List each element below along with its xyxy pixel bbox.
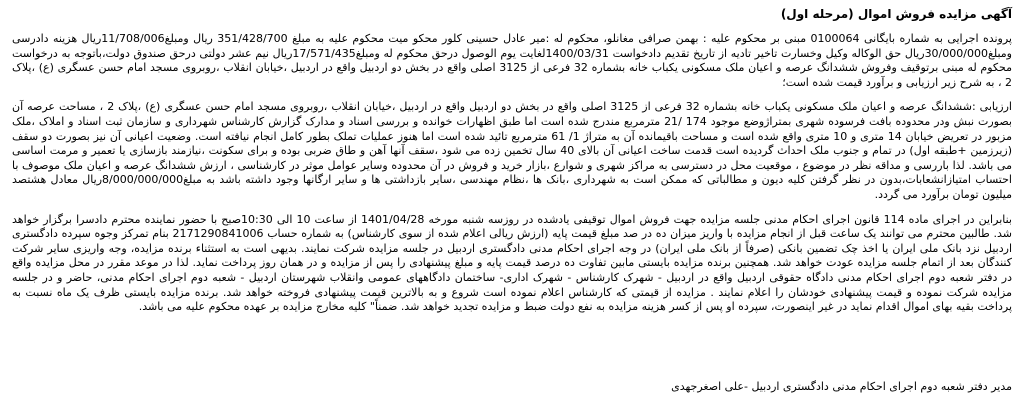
appraisal-paragraph: ارزیابی :ششدانگ عرصه و اعیان ملک مسکونی یکباب خانه بشماره 32 فرعی از 3125 اصلی واقع در بخش دو اردبیل واقع در اردبیل ،خیابان انقلاب ،روبروی مسجد امام حسن عسگری (ع) ،پلاک 2 ، مساحت عرصه آن بصورت نبش ودر محدوده بافت فرسوده شهری بمتراژوضع موجود 174 /21 مترمربع مندرج شده است اما طبق اظهارات خوانده و بررسی اسناد و مدارک گزارش کارشناس شهرداری و سازمان ثبت اسناد و املاک ،ملک مزبور در تعریض خیابان 14 متری و 10 متری واقع شده است و مساحت باقیمانده آن به متراژ 1/ 61 مترمربع تائید شده است اما هنوز عملیات تملک بطور کامل انجام نیافته است. وضعیت اعیانی آن نیز بصورت دو سقف (زیرزمین +طبقه اول) در تمام و جنوب ملک احداث گردیده است قدمت ساخت اعیانی آن بالای 40 سال تخمین زده می شود ،سقف آنها آهن و طاق ضربی بوده و برای سکونت ،نیازمند بازسازی یا تعمیر و مرمت اساسی می باشد. لذا باررسی و مداقه نظر در موضوع ، موقعیت محل در دسترسی به مراکز شهری و شوارع ،بازار خرید و فروش در آن محدوده وسایر عوامل موثر در کارشناسی ، ارزش ششدانگ عرصه و اعیان ملک موصوف با احتساب امتیازانشعابات،بدون در نظر گرفتن کلیه دیون و مطالباتی که ممکن است به شهرداری ،بانک ها ،نظام مهندسی ،سایر بازداشتی ها و سایر ارگانها وجود داشته باشد به مبلغ8/000/000/000ریال معادل هشتصد میلیون تومان برآورد می گردد. [12,100,1013,201]
signature-line: مدیر دفتر شعبه دوم اجرای احکام مدنی دادگستری اردبیل -علی اصغرجهدی [671,380,1012,393]
case-paragraph: پرونده اجرایی به شماره بایگانی 0100064 مبنی بر محکوم علیه : بهمن صرافی مغانلو، محکوم له :میر عادل حسینی کلور محکو میت محکوم علیه به مبلغ 351/428/700 ریال ومبلغ11/708/006ریال هزینه دادرسی ومبلغ30/000/000ریال حق الوکاله وکیل وخسارت تاخیر تادیه از تاریخ تقدیم دادخواست 1400/03/31لغایت یوم الوصول درحق محکوم له ومبلغ17/571/435ریال نیم عشر دولتی درحق صندوق دولت،باتوجه به درخواست محکوم له مبنی برتوقیف وفروش ششدانگ عرصه و اعیان ملک مسکونی یکباب خانه بشماره 32 فرعی از 3125 اصلی واقع در بخش دو اردبیل واقع در اردبیل ،خیابان انقلاب ،روبروی مسجد امام حسن عسگری (ع) ،پلاک 2 ، به شرح زیر ارزیابی و برآورد قیمت شده است؛ [12,32,1012,89]
notice-title: آگهی مزایده فروش اموال (مرحله اول) [780,7,1012,21]
auction-terms-paragraph: بنابراین در اجرای ماده 114 قانون اجرای احکام مدنی جلسه مزایده جهت فروش اموال توقیفی یادشده در روزسه شنبه مورخه 1401/04/28 از ساعت 10 الی 10:30صبح با حضور نماینده محترم دادسرا برگزار خواهد شد. طالبین محترم می توانند یک ساعت قبل از انجام مزایده با واریز میزان ده در صد مبلغ قیمت پایه (ارزش ریالی اعلام شده از سوی کارشناس) به شماره حساب 2171290841006 بنام تمرکز وجوه سپرده دادگستری اردبیل نزد بانک ملی ایران یا اخذ چک تضمین بانکی (صرفاً از بانک ملی ایران) در وجه اجرای احکام مدنی دادگستری اردبیل در جلسه مزایده شرکت نمایند. بدیهی است به استثناء برنده مزایده، وجه واریزی سایر شرکت کنندگان بعد از اتمام جلسه مزایده عودت خواهد شد. همچنین برنده مزایده بایستی مابین تفاوت ده درصد قیمت پایه و مبلغ پیشنهادی را پس از مزایده و در همان روز پرداخت نماید. لذا در موعد مقرر در محل مزایده واقع در دفتر شعبه دوم اجرای احکام مدنی دادگاه حقوقی اردبیل واقع در اردبیل - شهرک کارشناس - شهرک اداری- ساختمان دادگاههای عمومی وانقلاب شهرستان اردبیل - شعبه دوم اجرای احکام مدنی، حاضر و در جلسه مزایده شرکت نموده و قیمت پیشنهادی خودشان را اعلام نمایند . مزایده از قیمتی که کارشناس اعلام نموده است شروع و به بالاترین قیمت پیشنهادی فروخته خواهد شد. برنده مزایده بایستی ظرف یک ماه نسبت به پرداخت بقیه بهای اموال اقدام نماید در غیر اینصورت، سپرده او پس از کسر هزینه مزایده به نفع دولت ضبط و مزایده تجدید خواهد شد. ضمناً" کلیه مخارج مزایده بر عهده محکوم علیه می باشد. [12,212,1012,314]
